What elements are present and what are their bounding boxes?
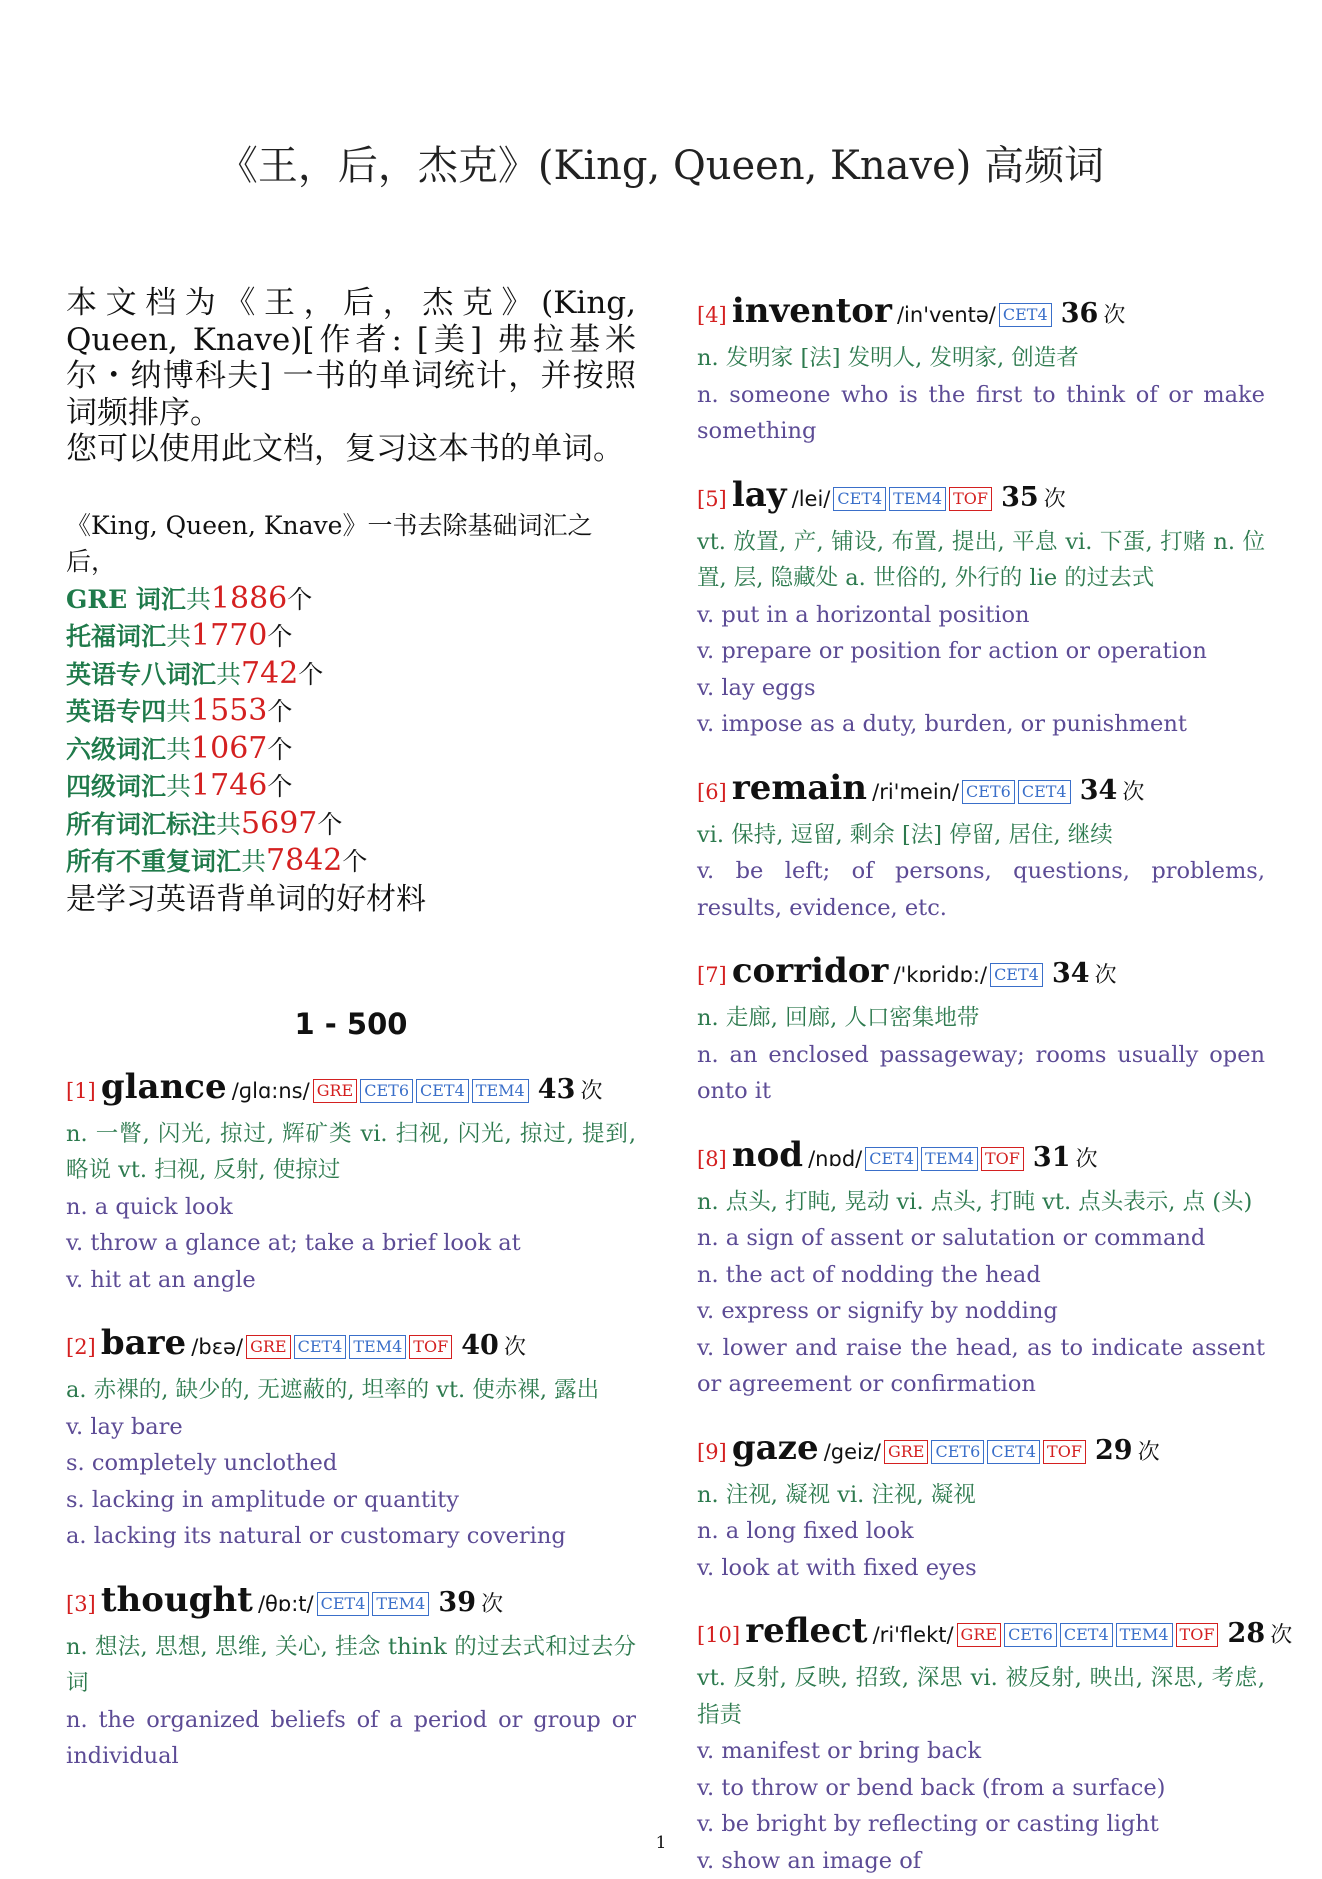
english-sense: v. be left; of persons, questions, problems, results, evidence, etc. xyxy=(697,853,1265,926)
headword: bare xyxy=(101,1323,186,1363)
headword: reflect xyxy=(745,1611,867,1651)
english-sense: v. prepare or position for action or operation xyxy=(697,633,1265,670)
stat-row xyxy=(66,731,636,769)
count-suffix: 次 xyxy=(580,1079,602,1104)
stat-row xyxy=(66,843,636,881)
phonetic: /bɛə/ xyxy=(191,1335,243,1359)
stat-count: 1067 xyxy=(191,731,267,766)
entry-index: [8] xyxy=(697,1147,727,1171)
stat-label: 六级词汇 xyxy=(66,735,166,764)
count-suffix: 次 xyxy=(1270,1623,1292,1648)
vocabulary-stats xyxy=(66,508,636,919)
stat-row xyxy=(66,768,636,806)
headword: remain xyxy=(732,768,867,808)
stat-gong: 共 xyxy=(241,847,266,876)
exam-tag: TOF xyxy=(949,487,992,511)
entry-index: [4] xyxy=(697,303,727,327)
english-sense: v. put in a horizontal position xyxy=(697,597,1265,634)
frequency-count: 29 xyxy=(1095,1435,1133,1466)
stat-unit: 个 xyxy=(267,772,292,801)
frequency-count: 39 xyxy=(438,1587,476,1618)
count-suffix: 次 xyxy=(1044,487,1066,512)
exam-tag: TEM4 xyxy=(349,1335,406,1359)
word-entry xyxy=(697,1425,1265,1587)
exam-tag: TEM4 xyxy=(921,1147,978,1171)
word-entry xyxy=(66,1320,636,1555)
exam-tag: CET4 xyxy=(990,963,1043,987)
english-sense: v. lay eggs xyxy=(697,670,1265,707)
phonetic: /ɡlɑ:ns/ xyxy=(232,1079,310,1103)
stat-count: 5697 xyxy=(241,806,317,841)
word-entry xyxy=(697,765,1265,927)
stat-count: 1770 xyxy=(191,618,267,653)
chinese-definition: n. 想法, 思想, 思维, 关心, 挂念 think 的过去式和过去分词 xyxy=(66,1629,636,1702)
entry-index: [7] xyxy=(697,963,727,987)
frequency-count: 35 xyxy=(1001,482,1039,513)
exam-tag: GRE xyxy=(957,1623,1002,1647)
entry-header xyxy=(697,472,1265,524)
stat-count: 1553 xyxy=(191,693,267,728)
entry-index: [5] xyxy=(697,487,727,511)
chinese-definition: n. 走廊, 回廊, 人口密集地带 xyxy=(697,1000,1265,1037)
frequency-count: 40 xyxy=(461,1330,499,1361)
chinese-definition: vt. 放置, 产, 铺设, 布置, 提出, 平息 vi. 下蛋, 打赌 n. 位置, 层, 隐藏处 a. 世俗的, 外行的 lie 的过去式 xyxy=(697,524,1265,597)
word-entry xyxy=(66,1064,636,1299)
english-sense: v. to throw or bend back (from a surface) xyxy=(697,1770,1265,1807)
stat-gong: 共 xyxy=(186,585,211,614)
intro-paragraph-1: 本文档为《王，后，杰克》(King, Queen, Knave)[作者: [美] 弗拉基米尔・纳博科夫] 一书的单词统计，并按照词频排序。 xyxy=(66,285,636,431)
count-suffix: 次 xyxy=(481,1592,503,1617)
left-entry-list xyxy=(66,1064,636,1775)
intro-paragraph-2: 您可以使用此文档，复习这本书的单词。 xyxy=(66,431,636,468)
english-sense: v. impose as a duty, burden, or punishment xyxy=(697,706,1265,743)
stat-unit: 个 xyxy=(267,735,292,764)
stat-gong: 共 xyxy=(166,735,191,764)
right-column xyxy=(697,288,1265,1879)
phonetic: /ri'mein/ xyxy=(872,780,959,804)
exam-tag: CET4 xyxy=(416,1079,469,1103)
word-entry xyxy=(697,948,1265,1110)
headword: nod xyxy=(732,1135,803,1175)
exam-tag: CET6 xyxy=(931,1440,984,1464)
stat-gong: 共 xyxy=(166,697,191,726)
headword: corridor xyxy=(732,951,889,991)
stat-gong: 共 xyxy=(166,772,191,801)
exam-tag: GRE xyxy=(884,1440,929,1464)
entry-index: [2] xyxy=(66,1335,96,1359)
headword: glance xyxy=(101,1067,227,1107)
phonetic: /nɒd/ xyxy=(808,1147,862,1171)
stat-label: 托福词汇 xyxy=(66,622,166,651)
exam-tag: CET4 xyxy=(999,303,1052,327)
english-sense: n. a long fixed look xyxy=(697,1513,1265,1550)
exam-tag: GRE xyxy=(246,1335,291,1359)
english-sense: n. a quick look xyxy=(66,1189,636,1226)
frequency-count: 43 xyxy=(538,1074,576,1105)
phonetic: /in'ventə/ xyxy=(897,303,996,327)
document-title: 《王，后，杰克》(King, Queen, Knave) 高频词 xyxy=(0,142,1322,190)
exam-tag: TEM4 xyxy=(1116,1623,1173,1647)
exam-tag: CET4 xyxy=(294,1335,347,1359)
word-entry xyxy=(697,1132,1265,1403)
stat-unit: 个 xyxy=(267,622,292,651)
headword: inventor xyxy=(732,291,892,331)
entry-index: [10] xyxy=(697,1623,740,1647)
count-suffix: 次 xyxy=(1122,780,1144,805)
stat-label: 四级词汇 xyxy=(66,772,166,801)
exam-tag: CET6 xyxy=(360,1079,413,1103)
stat-label: 英语专四 xyxy=(66,697,166,726)
stat-row xyxy=(66,581,636,619)
stat-label: 所有词汇标注 xyxy=(66,810,216,839)
english-sense: n. an enclosed passageway; rooms usually open onto it xyxy=(697,1037,1265,1110)
stat-label: 所有不重复词汇 xyxy=(66,847,241,876)
range-heading: 1 - 500 xyxy=(66,1006,636,1042)
frequency-count: 36 xyxy=(1061,298,1099,329)
headword: gaze xyxy=(732,1428,819,1468)
chinese-definition: vi. 保持, 逗留, 剩余 [法] 停留, 居住, 继续 xyxy=(697,817,1265,854)
stats-heading: 《King, Queen, Knave》一书去除基础词汇之后， xyxy=(66,508,636,581)
english-sense: s. completely unclothed xyxy=(66,1445,636,1482)
entry-header xyxy=(697,1132,1265,1184)
phonetic: /ri'flekt/ xyxy=(873,1623,954,1647)
headword: thought xyxy=(101,1580,253,1620)
exam-tag: CET4 xyxy=(833,487,886,511)
english-sense: v. express or signify by nodding xyxy=(697,1293,1265,1330)
word-entry xyxy=(697,288,1265,450)
stat-unit: 个 xyxy=(317,810,342,839)
entry-index: [6] xyxy=(697,780,727,804)
entry-header xyxy=(697,1608,1265,1660)
english-sense: v. lower and raise the head, as to indicate assent or agreement or confirmation xyxy=(697,1330,1265,1403)
entry-header xyxy=(66,1064,636,1116)
stat-count: 7842 xyxy=(266,843,342,878)
phonetic: /geiz/ xyxy=(824,1440,881,1464)
count-suffix: 次 xyxy=(1076,1147,1098,1172)
exam-tag: TOF xyxy=(1176,1623,1219,1647)
exam-tag: CET4 xyxy=(865,1147,918,1171)
chinese-definition: n. 点头, 打盹, 晃动 vi. 点头, 打盹 vt. 点头表示, 点 (头) xyxy=(697,1184,1265,1221)
stat-gong: 共 xyxy=(166,622,191,651)
chinese-definition: vt. 反射, 反映, 招致, 深思 vi. 被反射, 映出, 深思, 考虑, 指责 xyxy=(697,1660,1265,1733)
exam-tag: CET6 xyxy=(962,780,1015,804)
english-sense: n. the act of nodding the head xyxy=(697,1257,1265,1294)
stat-row xyxy=(66,806,636,844)
exam-tag: TEM4 xyxy=(889,487,946,511)
count-suffix: 次 xyxy=(1103,303,1125,328)
stat-row xyxy=(66,656,636,694)
english-sense: v. lay bare xyxy=(66,1409,636,1446)
chinese-definition: n. 注视, 凝视 vi. 注视, 凝视 xyxy=(697,1477,1265,1514)
stat-unit: 个 xyxy=(267,697,292,726)
english-sense: v. show an image of xyxy=(697,1843,1265,1879)
stat-gong: 共 xyxy=(216,660,241,689)
frequency-count: 31 xyxy=(1033,1142,1071,1173)
english-sense: v. be bright by reflecting or casting light xyxy=(697,1806,1265,1843)
frequency-count: 28 xyxy=(1228,1618,1266,1649)
stat-gong: 共 xyxy=(216,810,241,839)
chinese-definition: n. 发明家 [法] 发明人, 发明家, 创造者 xyxy=(697,340,1265,377)
phonetic: /θɒ:t/ xyxy=(258,1592,314,1616)
intro-text xyxy=(66,285,636,468)
exam-tag: TEM4 xyxy=(372,1592,429,1616)
entry-header xyxy=(66,1320,636,1372)
exam-tag: TEM4 xyxy=(472,1079,529,1103)
exam-tag: TOF xyxy=(409,1335,452,1359)
exam-tag: TOF xyxy=(1043,1440,1086,1464)
exam-tag: CET4 xyxy=(1018,780,1071,804)
chinese-definition: a. 赤裸的, 缺少的, 无遮蔽的, 坦率的 vt. 使赤裸, 露出 xyxy=(66,1372,636,1409)
word-entry xyxy=(697,472,1265,743)
count-suffix: 次 xyxy=(1138,1440,1160,1465)
stat-count: 1746 xyxy=(191,768,267,803)
stat-count: 1886 xyxy=(211,581,287,616)
entry-header xyxy=(697,948,1265,1000)
english-sense: n. the organized beliefs of a period or group or individual xyxy=(66,1702,636,1775)
exam-tag: CET6 xyxy=(1004,1623,1057,1647)
english-sense: s. lacking in amplitude or quantity xyxy=(66,1482,636,1519)
stat-count: 742 xyxy=(241,656,298,691)
frequency-count: 34 xyxy=(1052,958,1090,989)
stat-row xyxy=(66,693,636,731)
stat-unit: 个 xyxy=(342,847,367,876)
entry-header xyxy=(697,765,1265,817)
exam-tag: GRE xyxy=(313,1079,358,1103)
exam-tag: CET4 xyxy=(317,1592,370,1616)
entry-index: [3] xyxy=(66,1592,96,1616)
english-sense: a. lacking its natural or customary covering xyxy=(66,1518,636,1555)
count-suffix: 次 xyxy=(1095,963,1117,988)
entry-index: [1] xyxy=(66,1079,96,1103)
left-column xyxy=(66,285,636,1775)
english-sense: v. manifest or bring back xyxy=(697,1733,1265,1770)
entry-index: [9] xyxy=(697,1440,727,1464)
english-sense: v. hit at an angle xyxy=(66,1262,636,1299)
entry-header xyxy=(697,1425,1265,1477)
exam-tag: TOF xyxy=(981,1147,1024,1171)
word-entry xyxy=(66,1577,636,1775)
stat-unit: 个 xyxy=(298,660,323,689)
exam-tag: CET4 xyxy=(1060,1623,1113,1647)
english-sense: n. someone who is the first to think of or make something xyxy=(697,377,1265,450)
stat-unit: 个 xyxy=(287,585,312,614)
english-sense: n. a sign of assent or salutation or command xyxy=(697,1220,1265,1257)
entry-header xyxy=(66,1577,636,1629)
phonetic: /lei/ xyxy=(792,487,831,511)
count-suffix: 次 xyxy=(504,1335,526,1360)
stats-conclusion: 是学习英语背单词的好材料 xyxy=(66,881,636,919)
chinese-definition: n. 一瞥, 闪光, 掠过, 辉矿类 vi. 扫视, 闪光, 掠过, 提到, 略说 vt. 扫视, 反射, 使掠过 xyxy=(66,1116,636,1189)
frequency-count: 34 xyxy=(1080,775,1118,806)
english-sense: v. look at with fixed eyes xyxy=(697,1550,1265,1587)
entry-header xyxy=(697,288,1265,340)
stat-row xyxy=(66,618,636,656)
stat-label: 英语专八词汇 xyxy=(66,660,216,689)
stats-list xyxy=(66,581,636,881)
english-sense: v. throw a glance at; take a brief look at xyxy=(66,1225,636,1262)
stat-label: GRE 词汇 xyxy=(66,585,186,614)
headword: lay xyxy=(732,475,787,515)
phonetic: /'kɒridɒ:/ xyxy=(893,963,987,987)
page-number: 1 xyxy=(0,1833,1322,1853)
exam-tag: CET4 xyxy=(987,1440,1040,1464)
